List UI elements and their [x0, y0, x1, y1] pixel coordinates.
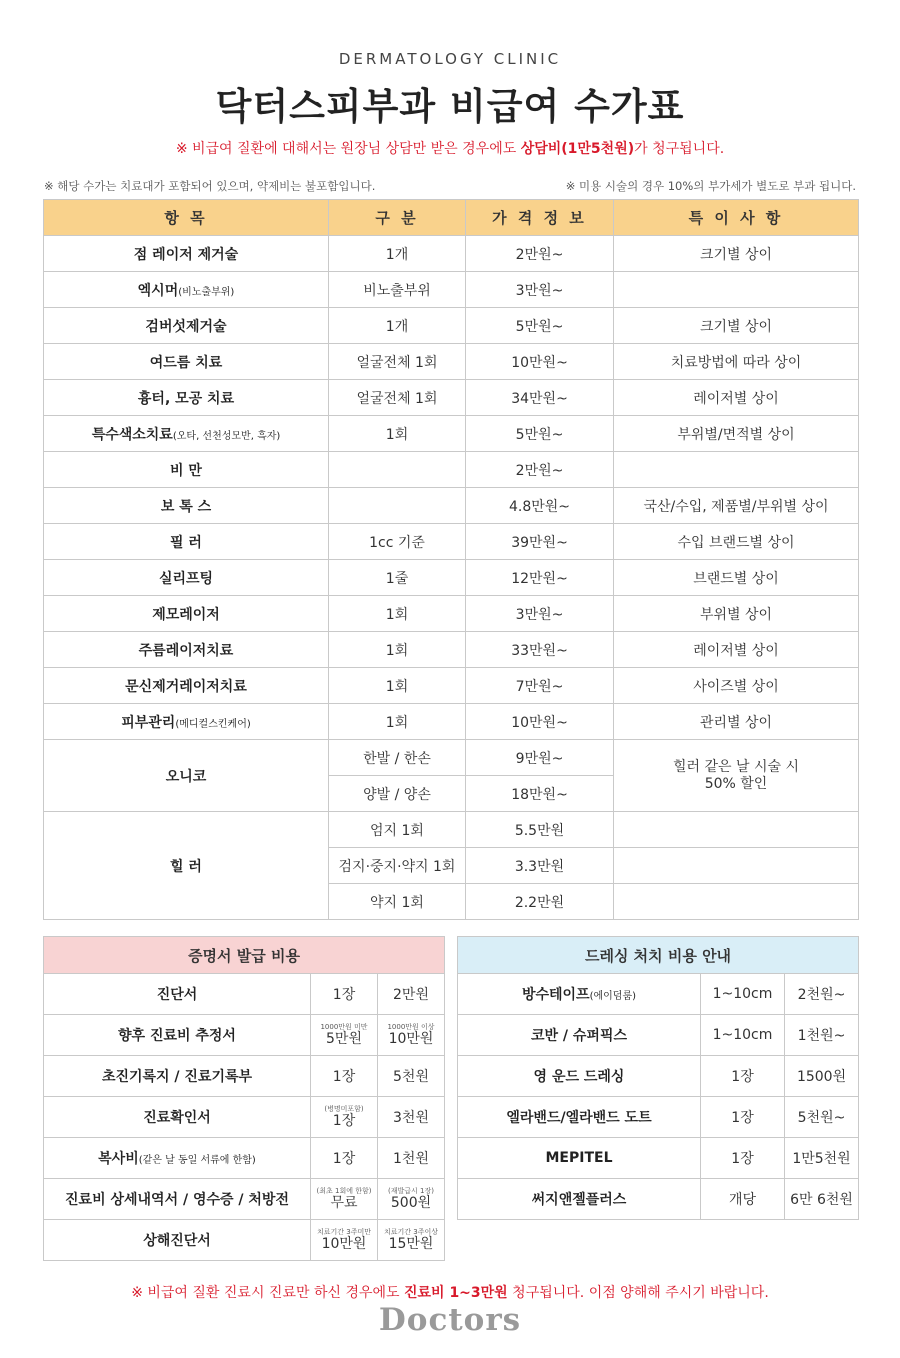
item-cell: 오니코: [44, 740, 329, 812]
item-cell: [44, 668, 329, 704]
item-name: 비 만: [170, 462, 202, 479]
price-condition: 1000만원 이상: [387, 1022, 435, 1031]
item-cell: [44, 452, 329, 488]
price-cell: 1장: [311, 1056, 378, 1097]
table-row: [44, 596, 859, 632]
item-cell: [458, 1015, 701, 1056]
price-cell: 12만원~: [466, 560, 614, 596]
table-row: [44, 524, 859, 560]
unit-cell: 1장: [701, 1056, 785, 1097]
table-header-row: [44, 200, 859, 236]
note-cell: [614, 452, 859, 488]
category-cell: [329, 488, 466, 524]
price-cell: 2.2만원: [466, 884, 614, 920]
category-cell: 엄지 1회: [329, 812, 466, 848]
price-cell: 9만원~: [466, 740, 614, 776]
note-cell: [614, 740, 859, 812]
price-cell: [311, 1179, 378, 1220]
item-cell: [44, 1220, 311, 1261]
table-row: [44, 488, 859, 524]
price-cell: 2만원~: [466, 452, 614, 488]
price-cell: 4.8만원~: [466, 488, 614, 524]
item-cell: [44, 524, 329, 560]
price-cell: 1장: [311, 1138, 378, 1179]
category-cell: 1회: [329, 416, 466, 452]
category-cell: 양발 / 양손: [329, 776, 466, 812]
table-row: [44, 344, 859, 380]
item-cell: [44, 308, 329, 344]
item-name: 검버섯제거술: [145, 318, 227, 335]
category-cell: 1회: [329, 704, 466, 740]
note-line: 50% 할인: [704, 775, 768, 792]
header-note: 특 이 사 항: [614, 200, 859, 236]
price-condition: (병명미포함): [324, 1104, 364, 1113]
page-title: 닥터스피부과 비급여 수가표: [215, 85, 685, 128]
dressing-fee-table: [457, 936, 859, 1220]
table-row: [44, 560, 859, 596]
price-cell: 7만원~: [466, 668, 614, 704]
item-cell: [44, 488, 329, 524]
table-row: [44, 1179, 445, 1220]
table-row: [44, 1138, 445, 1179]
category-cell: 1개: [329, 236, 466, 272]
note-cell: 관리별 상이: [614, 704, 859, 740]
item-cell: [44, 1015, 311, 1056]
item-name: 문신제거레이저치료: [125, 678, 247, 695]
price-condition: 1000만원 미만: [320, 1022, 368, 1031]
table-row: [458, 1179, 859, 1220]
category-cell: 얼굴전체 1회: [329, 344, 466, 380]
dressing-title: 드레싱 처치 비용 안내: [458, 937, 859, 974]
table-row: [44, 974, 445, 1015]
price-cell: 2만원: [378, 974, 445, 1015]
price-cell: 1만5천원: [785, 1138, 859, 1179]
table-row: [44, 416, 859, 452]
item-cell: [44, 1056, 311, 1097]
note-cell: 수입 브랜드별 상이: [614, 524, 859, 560]
notice-text: ※ 비급여 질환 진료시 진료만 하신 경우에도: [131, 1285, 404, 1301]
price-cell: 3.3만원: [466, 848, 614, 884]
price-cell: [378, 1179, 445, 1220]
item-cell: [44, 1138, 311, 1179]
category-cell: 1회: [329, 632, 466, 668]
header-item: 항 목: [44, 200, 329, 236]
note-cell: 크기별 상이: [614, 236, 859, 272]
table-row: [44, 812, 859, 848]
item-name: 향후 진료비 추정서: [118, 1028, 236, 1044]
note-cell: [614, 848, 859, 884]
category-cell: 1줄: [329, 560, 466, 596]
category-cell: 1개: [329, 308, 466, 344]
price-cell: [378, 1015, 445, 1056]
price-cell: 33만원~: [466, 632, 614, 668]
category-cell: 1회: [329, 596, 466, 632]
category-cell: 한발 / 한손: [329, 740, 466, 776]
table-row: [44, 380, 859, 416]
price-cell: 2천원~: [785, 974, 859, 1015]
item-cell: [44, 416, 329, 452]
note-cell: 부위별 상이: [614, 596, 859, 632]
price-cell: 5천원~: [785, 1097, 859, 1138]
item-cell: [44, 380, 329, 416]
price-condition: (최초 1회에 한함): [316, 1186, 372, 1195]
item-name: 주름레이저치료: [138, 642, 234, 659]
header-price: 가 격 정 보: [466, 200, 614, 236]
clinic-logo: Doctors: [378, 1302, 522, 1338]
price-cell: 18만원~: [466, 776, 614, 812]
table-row: [458, 1138, 859, 1179]
item-name: MEPITEL: [545, 1150, 613, 1166]
category-cell: 약지 1회: [329, 884, 466, 920]
item-name: 상해진단서: [143, 1233, 211, 1249]
category-cell: [329, 452, 466, 488]
price-cell: [311, 1097, 378, 1138]
table-row: [44, 452, 859, 488]
item-cell: [44, 632, 329, 668]
table-row: [458, 1015, 859, 1056]
note-line: 힐러 같은 날 시술 시: [673, 758, 799, 775]
price-value: 15만원: [388, 1235, 434, 1252]
price-value: 10만원: [388, 1030, 434, 1047]
item-name: 점 레이저 제거술: [133, 246, 239, 263]
price-cell: [311, 1220, 378, 1261]
table-row: [458, 974, 859, 1015]
price-cell: 34만원~: [466, 380, 614, 416]
item-name: 여드름 치료: [149, 354, 223, 371]
item-name: 진료확인서: [143, 1110, 211, 1126]
table-row: [44, 272, 859, 308]
table-row: [44, 236, 859, 272]
item-cell: [44, 596, 329, 632]
item-name: 실리프팅: [158, 570, 214, 587]
item-detail: (같은 날 동일 서류에 한함): [138, 1155, 256, 1166]
price-cell: 1천원: [378, 1138, 445, 1179]
notice-text: ※ 비급여 질환에 대해서는 원장님 상담만 받은 경우에도: [175, 141, 521, 157]
item-name: 방수테이프: [521, 987, 590, 1003]
note-cell: 크기별 상이: [614, 308, 859, 344]
price-cell: 3만원~: [466, 272, 614, 308]
certificate-fee-table: [43, 936, 445, 1261]
price-condition: 치료기간 3주이상: [384, 1227, 439, 1236]
note-left: ※ 해당 수가는 치료대가 포함되어 있으며, 약제비는 불포함입니다.: [44, 179, 376, 193]
item-cell: [44, 1179, 311, 1220]
price-cell: 5.5만원: [466, 812, 614, 848]
note-cell: 사이즈별 상이: [614, 668, 859, 704]
item-name: 엘라밴드/엘라밴드 도트: [506, 1110, 652, 1126]
notice-highlight: 상담비(1만5천원): [520, 141, 635, 157]
item-name: 흉터, 모공 치료: [137, 390, 235, 407]
table-row: [458, 1097, 859, 1138]
table-row: [44, 740, 859, 776]
note-cell: 국산/수입, 제품별/부위별 상이: [614, 488, 859, 524]
header-category: 구 분: [329, 200, 466, 236]
price-cell: 1500원: [785, 1056, 859, 1097]
item-cell: [458, 1138, 701, 1179]
price-cell: [311, 1015, 378, 1056]
item-name: 보 톡 스: [160, 498, 212, 515]
item-name: 써지앤젤플러스: [531, 1192, 627, 1208]
item-cell: [44, 704, 329, 740]
item-name: 코반 / 슈퍼픽스: [530, 1028, 627, 1044]
item-name: 진단서: [156, 987, 198, 1003]
unit-cell: 1~10cm: [701, 974, 785, 1015]
note-cell: 부위별/면적별 상이: [614, 416, 859, 452]
item-detail: (오타, 선천성모반, 흑자): [172, 430, 281, 442]
price-condition: 치료기간 3주미만: [316, 1227, 371, 1236]
table-row: [44, 668, 859, 704]
item-name: 특수색소치료: [91, 426, 173, 443]
note-cell: [614, 272, 859, 308]
note-cell: 레이저별 상이: [614, 632, 859, 668]
item-detail: (비노출부위): [178, 286, 235, 298]
price-cell: 6만 6천원: [785, 1179, 859, 1220]
unit-cell: 1장: [701, 1138, 785, 1179]
treatment-fee-notice: [0, 1282, 900, 1302]
category-cell: 1회: [329, 668, 466, 704]
price-cell: 5만원~: [466, 416, 614, 452]
note-cell: 레이저별 상이: [614, 380, 859, 416]
price-value: 500원: [390, 1194, 432, 1211]
table-row: [44, 308, 859, 344]
clinic-english-name: DERMATOLOGY CLINIC: [338, 50, 562, 68]
table-row: [44, 704, 859, 740]
item-cell: [44, 272, 329, 308]
note-cell: 브랜드별 상이: [614, 560, 859, 596]
note-cell: 치료방법에 따라 상이: [614, 344, 859, 380]
item-cell: [44, 1097, 311, 1138]
price-table: [43, 199, 859, 920]
item-cell: [44, 560, 329, 596]
unit-cell: 개당: [701, 1179, 785, 1220]
category-cell: 얼굴전체 1회: [329, 380, 466, 416]
price-cell: 5천원: [378, 1056, 445, 1097]
category-cell: 1cc 기준: [329, 524, 466, 560]
item-cell: [458, 974, 701, 1015]
price-cell: 1장: [311, 974, 378, 1015]
notice-text: 청구됩니다. 이점 양해해 주시기 바랍니다.: [507, 1285, 769, 1301]
note-cell: [614, 812, 859, 848]
price-cell: 39만원~: [466, 524, 614, 560]
note-right: ※ 미용 시술의 경우 10%의 부가세가 별도로 부과 됩니다.: [565, 179, 856, 193]
item-name: 진료비 상세내역서 / 영수증 / 처방전: [65, 1192, 289, 1208]
price-cell: 10만원~: [466, 344, 614, 380]
table-row: [44, 1097, 445, 1138]
price-cell: 1천원~: [785, 1015, 859, 1056]
price-value: 무료: [330, 1194, 358, 1211]
item-cell: [458, 1097, 701, 1138]
notice-text: 가 청구됩니다.: [634, 141, 725, 157]
price-cell: 3천원: [378, 1097, 445, 1138]
item-name: 복사비: [98, 1151, 139, 1167]
category-cell: 검지·중지·약지 1회: [329, 848, 466, 884]
notice-highlight: 진료비 1~3만원: [404, 1285, 508, 1301]
table-row: [44, 1220, 445, 1261]
item-cell: [458, 1056, 701, 1097]
item-name: 제모레이저: [152, 606, 220, 623]
item-cell: [44, 344, 329, 380]
price-value: 5만원: [326, 1030, 362, 1047]
price-condition: (재발급시 1장): [388, 1186, 434, 1195]
item-cell: [44, 236, 329, 272]
table-row: [458, 1056, 859, 1097]
price-cell: [378, 1220, 445, 1261]
consult-fee-notice: [0, 138, 900, 158]
price-cell: 3만원~: [466, 596, 614, 632]
item-name: 영 운드 드레싱: [533, 1069, 625, 1085]
item-cell: [458, 1179, 701, 1220]
price-cell: 5만원~: [466, 308, 614, 344]
price-value: 1장: [332, 1112, 356, 1129]
item-name: 초진기록지 / 진료기록부: [101, 1069, 253, 1085]
category-cell: 비노출부위: [329, 272, 466, 308]
item-name: 엑시머: [137, 282, 179, 299]
item-name: 필 러: [170, 534, 202, 551]
note-cell: [614, 884, 859, 920]
table-row: [44, 1015, 445, 1056]
unit-cell: 1장: [701, 1097, 785, 1138]
item-detail: (에이덤룸): [589, 991, 637, 1002]
item-detail: (메디컬스킨케어): [175, 718, 251, 730]
table-row: [44, 632, 859, 668]
price-cell: 2만원~: [466, 236, 614, 272]
table-row: [44, 1056, 445, 1097]
item-cell: 힐 러: [44, 812, 329, 920]
price-value: 10만원: [321, 1235, 367, 1252]
certificate-title: 증명서 발급 비용: [44, 937, 445, 974]
item-name: 피부관리: [121, 714, 176, 731]
price-cell: 10만원~: [466, 704, 614, 740]
item-cell: [44, 974, 311, 1015]
unit-cell: 1~10cm: [701, 1015, 785, 1056]
